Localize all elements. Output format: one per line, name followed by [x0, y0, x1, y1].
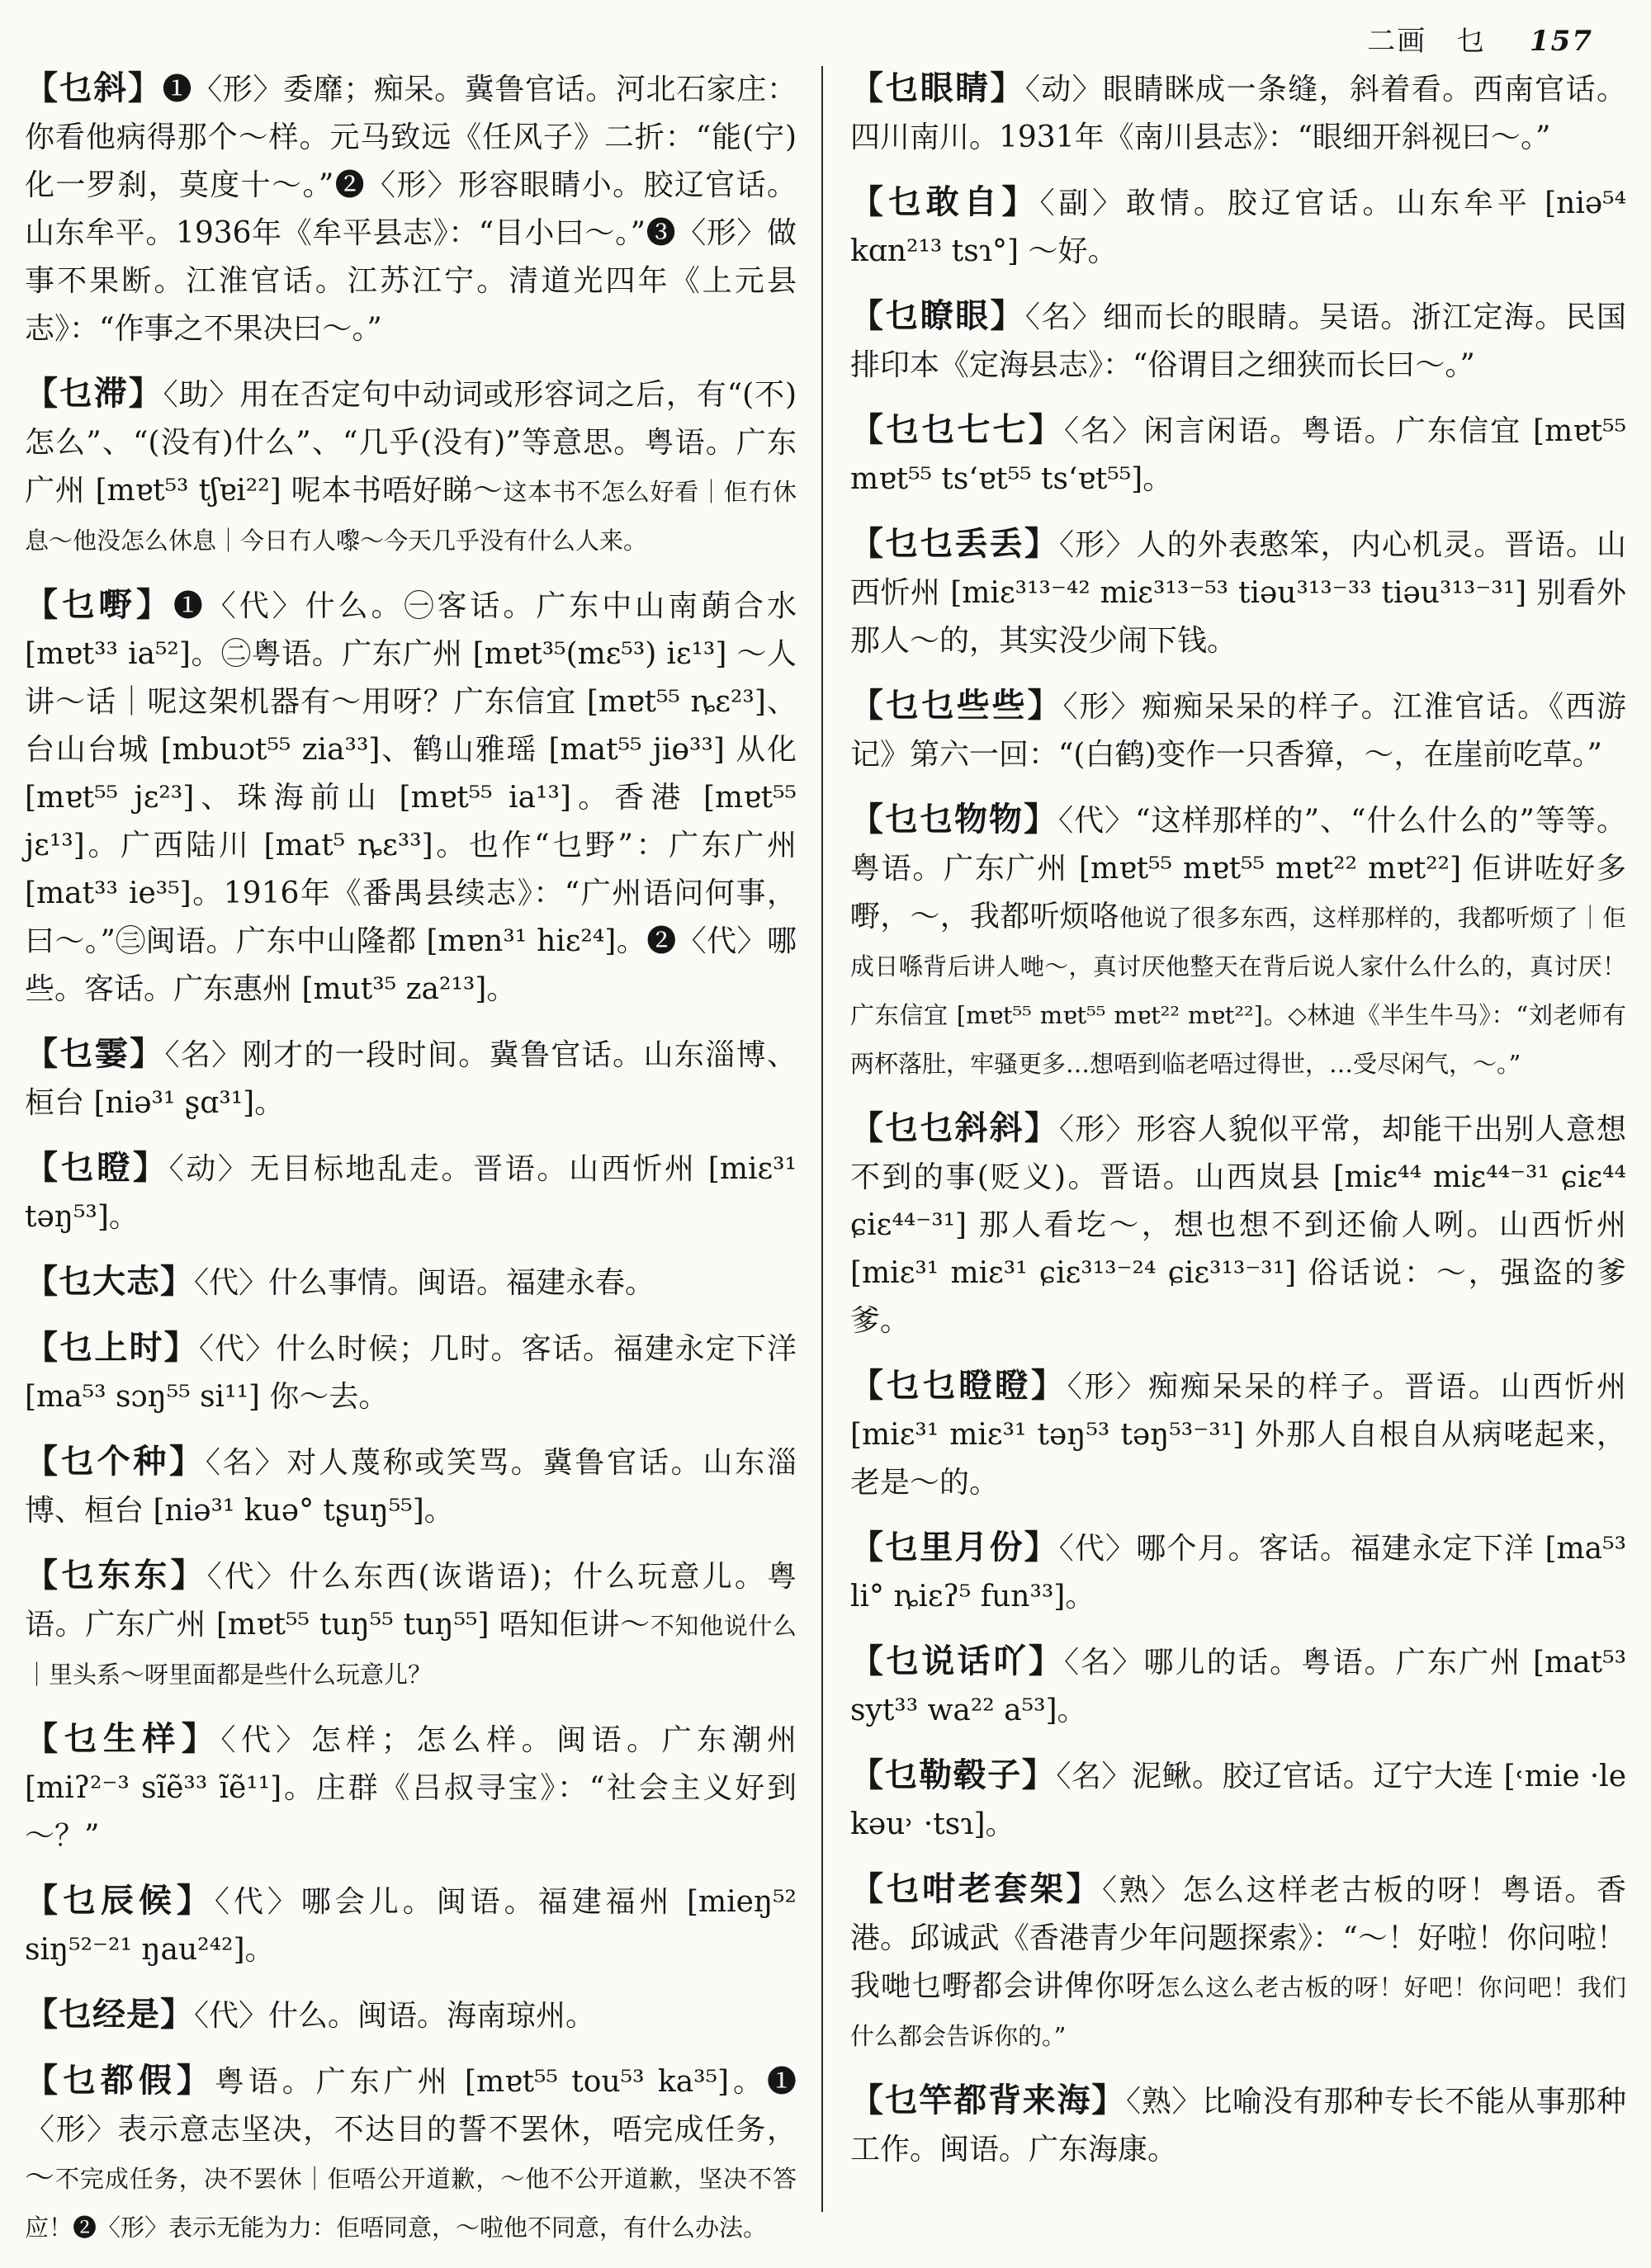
definition: 〈代〉哪会儿。闽语。福建福州 [mieŋ⁵² siŋ⁵²⁻²¹ ŋau²⁴²]。: [25, 1885, 797, 1967]
entry: [25, 1324, 797, 1421]
headword: 【乜瞭眼】: [850, 296, 1025, 335]
definition: 〈动〉眼睛眯成一条缝，斜着看。西南官话。四川南川。1931年《南川县志》：“眼细开斜视曰～。”: [850, 73, 1626, 154]
headword: 【乜乜瞪瞪】: [850, 1366, 1067, 1405]
definition: 〈代〉“这样那样的”、“什么什么的”等等。粤语。广东广州 [mɐt⁵⁵ mɐt⁵⁵ mɐt²² mɐt²²] 佢讲咗好多嘢，～，我都听烦咯: [850, 804, 1626, 933]
definition: 〈形〉形容人貌似平常，却能干出别人意想不到的事(贬义)。晋语。山西岚县 [miɛ⁴⁴ miɛ⁴⁴⁻³¹ ɕiɛ⁴⁴ ɕiɛ⁴⁴⁻³¹] 那人看圪～，想也想不到还偷人咧。山西忻州 [miɛ³¹ miɛ³¹ ɕiɛ³¹³⁻²⁴ ɕiɛ³¹³⁻³¹] 俗话说：～，强盗的爹爹。: [850, 1113, 1626, 1338]
entry: [850, 1362, 1626, 1507]
headword: 【乜勒毂子】: [850, 1755, 1057, 1794]
headword: 【乜生样】: [25, 1719, 221, 1758]
gloss-example: 他说了很多东西，这样那样的，我都听烦了｜佢成日喺背后讲人哋～，真讨厌他整天在背后说人家什么什么的，真讨厌！ 广东信宜 [mɐt⁵⁵ mɐt⁵⁵ mɐt²² mɐt²²]。◇林迪《半生牛马》：“刘老师有两杯落肚，牢骚更多…想唔到临老唔过得世，…受尽闲气，～。”: [850, 904, 1626, 1078]
headword: 【乜敢自】: [850, 182, 1040, 221]
entry: [850, 292, 1626, 390]
definition: 〈形〉痴痴呆呆的样子。晋语。山西忻州 [miɛ³¹ miɛ³¹ təŋ⁵³ təŋ⁵³⁻³¹] 外那人自根自从病咾起来，老是～的。: [850, 1370, 1626, 1500]
headword: 【乜瞪】: [25, 1148, 169, 1187]
entry: [850, 1637, 1626, 1735]
entry: [850, 796, 1626, 1088]
headword: 【乜里月份】: [850, 1528, 1059, 1566]
entry: [25, 370, 797, 565]
entry: [850, 64, 1626, 162]
definition: 〈熟〉怎么这样老古板的呀！粤语。香港。邱诚武《香港青少年问题探索》：“～！好啦！你问啦！我哋乜嘢都会讲俾你呀: [850, 1873, 1626, 2003]
definition: 〈名〉闲言闲语。粤语。广东信宜 [mɐt⁵⁵ mɐt⁵⁵ tsʻɐt⁵⁵ tsʻɐt⁵⁵]。: [850, 414, 1627, 496]
gloss-example: 不知他说什么｜里头系～呀里面都是些什么玩意儿？: [25, 1612, 797, 1689]
definition: 〈代〉什么东西(诙谐语)；什么玩意儿。粤语。广东广州 [mɐt⁵⁵ tuŋ⁵⁵ tuŋ⁵⁵] 唔知佢讲～: [25, 1560, 797, 1642]
headword: 【乜个种】: [25, 1442, 206, 1481]
headword: 【乜辰候】: [25, 1881, 215, 1920]
entry: [25, 1552, 797, 1699]
entry: [25, 1991, 797, 2040]
headword: 【乜嘢】: [25, 585, 173, 624]
definition: 〈代〉什么事情。闽语。福建永春。: [194, 1266, 655, 1300]
definition: 〈助〉用在否定句中动词或形容词之后，有“(不)怎么”、“(没有)什么”、“几乎(没有)”等意思。粤语。广东广州 [mɐt⁵³ tʃɐi²²] 呢本书唔好睇～: [25, 378, 797, 508]
headword: 【乜上时】: [25, 1328, 199, 1367]
definition: 〈代〉怎样；怎么样。闽语。广东潮州 [miʔ²⁻³ sĩẽ³³ ĩẽ¹¹]。庄群《吕叔寻宝》：“社会主义好到～？”: [25, 1723, 797, 1853]
entry: [25, 1144, 797, 1241]
entry: [25, 1438, 797, 1535]
definition: 〈熟〉比喻没有那种专长不能从事那种工作。闽语。广东海康。: [850, 2085, 1626, 2166]
headword: 【乜竿都背来海】: [850, 2081, 1126, 2119]
entry: [25, 1715, 797, 1860]
headword: 【乜乜些些】: [850, 686, 1063, 725]
definition: 〈名〉哪儿的话。粤语。广东广州 [mat⁵³ syt³³ wa²² a⁵³]。: [850, 1646, 1627, 1727]
headword: 【乜都假】: [25, 2061, 215, 2100]
headword: 【乜乜斜斜】: [850, 1108, 1059, 1147]
definition: 〈形〉人的外表憨笨，内心机灵。晋语。山西忻州 [miɛ³¹³⁻⁴² miɛ³¹³⁻⁵³ tiəu³¹³⁻³³ tiəu³¹³⁻³¹] 别看外那人～的，其实没少闹下钱。: [850, 528, 1626, 658]
left-column: [25, 64, 797, 2268]
entry: [850, 520, 1626, 665]
entry: [25, 2057, 797, 2251]
definition: 〈代〉什么。闽语。海南琼州。: [194, 1999, 596, 2033]
headword: 【乜乜物物】: [850, 800, 1059, 839]
entry: [25, 581, 797, 1014]
definition: 〈名〉刚才的一段时间。冀鲁官话。山东淄博、桓台 [niə³¹ ʂɑ³¹]。: [25, 1038, 797, 1120]
gloss-example: 怎么这么老古板的呀！好吧！你问吧！我们什么都会告诉你的。”: [850, 1973, 1626, 2050]
headword: 【乜咁老套架】: [850, 1869, 1102, 1908]
section-label: 二画 乜: [1367, 25, 1487, 58]
entry: [25, 1877, 797, 1974]
running-head: [1367, 18, 1593, 59]
definition: 〈名〉细而长的眼睛。吴语。浙江定海。民国排印本《定海县志》：“俗谓目之细狭而长曰～。”: [850, 300, 1626, 382]
entry: [850, 2077, 1626, 2174]
definition: 〈代〉什么时候；几时。客话。福建永定下洋 [ma⁵³ sɔŋ⁵⁵ si¹¹] 你～去。: [25, 1332, 797, 1414]
entry: [850, 682, 1626, 779]
entry: [850, 1104, 1626, 1345]
entry: [25, 1030, 797, 1127]
definition: 〈副〉敢情。胶辽官话。山东牟平 [niə⁵⁴ kɑn²¹³ tsɿ°] ～好。: [850, 187, 1627, 268]
definition: 〈名〉对人蔑称或笑骂。冀鲁官话。山东淄博、桓台 [niə³¹ kuə° tʂuŋ⁵⁵]。: [25, 1446, 797, 1528]
page-number: 157: [1530, 25, 1593, 58]
headword: 【乜斜】: [25, 69, 163, 107]
definition: 〈代〉哪个月。客话。福建永定下洋 [ma⁵³ li° ȵiɛʔ⁵ fun³³]。: [850, 1532, 1627, 1614]
entry: [25, 1258, 797, 1307]
column-divider: [821, 66, 823, 2212]
headword: 【乜大志】: [25, 1262, 194, 1301]
headword: 【乜乜丢丢】: [850, 524, 1059, 563]
headword: 【乜经是】: [25, 1995, 194, 2034]
definition: 粤语。广东广州 [mɐt⁵⁵ tou⁵³ ka³⁵]。❶〈形〉表示意志坚决，不达目的誓不罢休，唔完成任务，～: [25, 2065, 797, 2195]
entry: [850, 406, 1626, 503]
entry: [850, 178, 1626, 276]
headword: 【乜乜七七】: [850, 410, 1064, 449]
entry: [850, 1524, 1626, 1621]
definition: 〈形〉痴痴呆呆的样子。江淮官话。《西游记》第六一回：“(白鹤)变作一只香獐，～，在崖前吃草。”: [850, 690, 1626, 772]
definition: ❶〈代〉什么。㊀客话。广东中山南蓢合水 [mɐt³³ ia⁵²]。㊁粤语。广东广州 [mɐt³⁵(mɛ⁵³) iɛ¹³] ～人讲～话｜呢这架机器有～用呀？广东信宜 [mɐt⁵⁵ ȵɛ²³]、台山台城 [mbuɔt⁵⁵ zia³³]、鹤山雅瑶 [mat⁵⁵ jiɵ³³] 从化 [mɐt⁵⁵ jɛ²³]、珠海前山 [mɐt⁵⁵ ia¹³]。香港 [mɐt⁵⁵ jɛ¹³]。广西陆川 [mat⁵ ȵɛ³³]。也作“乜野”：广东广州 [mat³³ ie³⁵]。1916年《番禺县续志》：“广州语问何事，曰～。”㊂闽语。广东中山隆都 [mɐn³¹ hiɛ²⁴]。❷〈代〉哪些。客话。广东惠州 [mut³⁵ za²¹³]。: [25, 589, 797, 1006]
headword: 【乜东东】: [25, 1556, 207, 1595]
definition: 〈动〉无目标地乱走。晋语。山西忻州 [miɛ³¹ təŋ⁵³]。: [25, 1152, 797, 1234]
right-column: [850, 64, 1626, 2190]
headword: 【乜霎】: [25, 1034, 165, 1073]
definition: 〈名〉泥鳅。胶辽官话。辽宁大连 [˓mie ·le kəu˒ ·tsɿ]。: [850, 1760, 1626, 1841]
gloss-example: 这本书不怎么好看｜佢冇休息～他没怎么休息｜今日冇人嚟～今天几乎没有什么人来。: [25, 478, 797, 555]
gloss-example: 不完成任务，决不罢休｜佢唔公开道歉，～他不公开道歉，坚决不答应！❷〈形〉表示无能为力：佢唔同意，～啦他不同意，有什么办法。: [25, 2165, 797, 2242]
headword: 【乜滞】: [25, 374, 163, 413]
headword: 【乜说话吖】: [850, 1642, 1064, 1680]
entry: [25, 64, 797, 353]
definition: ❶〈形〉委靡；痴呆。冀鲁官话。河北石家庄：你看他病得那个～样。元马致远《任风子》二折：“能(宁)化一罗刹，莫度十～。”❷〈形〉形容眼睛小。胶辽官话。山东牟平。1936年《牟平县志》：“目小曰～。”❸〈形〉做事不果断。江淮官话。江苏江宁。清道光四年《上元县志》：“作事之不果决曰～。”: [25, 73, 797, 346]
entry: [850, 1865, 1626, 2060]
entry: [850, 1751, 1626, 1849]
headword: 【乜眼睛】: [850, 69, 1025, 107]
